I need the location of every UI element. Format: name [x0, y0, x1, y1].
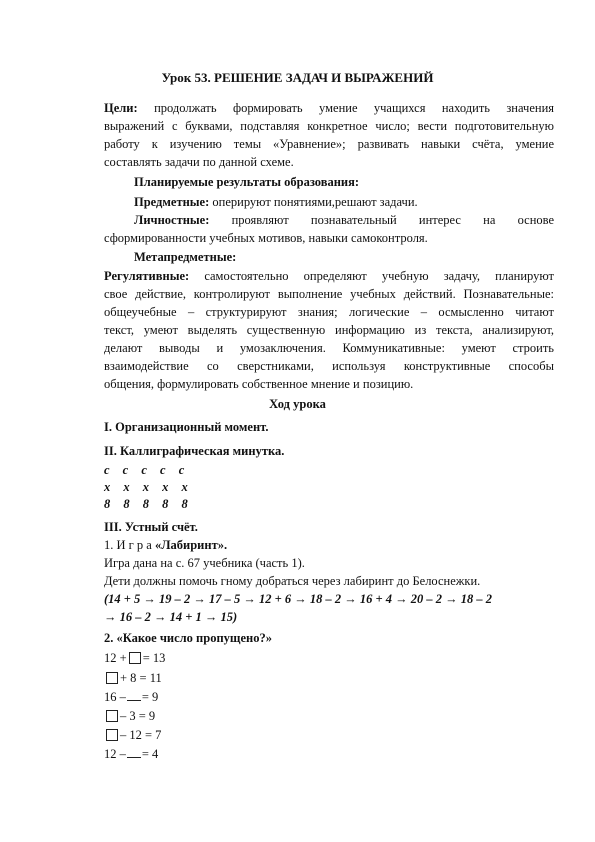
- equation-5-right: – 12 = 7: [120, 728, 162, 742]
- missing-box: [106, 672, 118, 684]
- equation-6: [104, 746, 158, 762]
- page-title: Урок 53. РЕШЕНИЕ ЗАДАЧ И ВЫРАЖЕНИЙ: [161, 70, 434, 85]
- missing-box: [106, 729, 118, 741]
- regulatory-line-4: текст, умеют выделять существенную информацию из текста, анализируют,: [104, 323, 554, 337]
- calligraphy-row-2: х х х х х: [104, 480, 193, 494]
- goals-line-4: составлять задачи по данной схеме.: [104, 155, 294, 169]
- regulatory-line-7: общения, формулировать собственное мнение и позицию.: [104, 377, 414, 391]
- game-text-1: Игра дана на с. 67 учебника (часть 1).: [104, 556, 305, 570]
- subject-text: оперируют понятиями,решают задачи.: [212, 195, 418, 209]
- game-chain-1: (14 + 5 → 19 – 2 → 17 – 5 → 12 + 6 → 18 – 2 → 16 + 4 → 20 – 2 → 18 – 2: [104, 592, 493, 606]
- equation-1-left: 12 +: [104, 651, 127, 665]
- goals-line-2: выражений с буквами, подставляя конкретное число; вести подготовительную: [104, 119, 554, 133]
- goals-line-3: работу к изучению темы «Уравнение»; развивать навыки счёта, умение: [104, 137, 554, 151]
- missing-box: [129, 652, 141, 664]
- equation-2-right: + 8 = 11: [120, 671, 162, 685]
- subject-results: [134, 194, 418, 210]
- equation-1: [104, 650, 165, 666]
- game-heading: [104, 537, 227, 553]
- planned-results-heading: Планируемые результаты образования:: [134, 175, 360, 189]
- missing-number-title: 2. «Какое число пропущено?»: [104, 631, 272, 645]
- regulatory-line-6: взаимодействие со сверстниками, используя конструктивные способы: [104, 359, 554, 373]
- game-text-2: Дети должны помочь гному добраться через лабиринт до Белоснежки.: [104, 574, 481, 588]
- personal-line-2: сформированности учебных мотивов, навыки самоконтроля.: [104, 231, 428, 245]
- calligraphy-row-1: с с с с с: [104, 463, 190, 477]
- regulatory-line-3: общеучебные – структурируют знания; логические – осмысленно читают: [104, 305, 554, 319]
- game-word: И г р а: [116, 538, 152, 552]
- missing-blank: [127, 747, 141, 758]
- personal-line-1: [134, 212, 554, 228]
- personal-label: Личностные:: [134, 213, 210, 227]
- equation-5: [104, 727, 161, 743]
- goals-line-1: [104, 100, 554, 116]
- equation-4: [104, 708, 155, 724]
- regulatory-line-2: свое действие, контролируют выполнение учебных действий. Познавательные:: [104, 287, 554, 301]
- lesson-flow-heading: Ход урока: [269, 397, 326, 411]
- metasubject-heading: Метапредметные:: [134, 250, 237, 264]
- regulatory-line-5: делают выводы и умозаключения. Коммуникативные: умеют строить: [104, 341, 554, 355]
- equation-3-left: 16: [104, 690, 117, 704]
- missing-box: [106, 710, 118, 722]
- equation-6-left: 12 –: [104, 747, 126, 761]
- regulatory-line-1: [104, 268, 554, 284]
- personal-text-1: проявляют познавательный интерес на основе: [231, 213, 555, 227]
- goals-text-1: продолжать формировать умение учащихся находить значения: [154, 101, 555, 115]
- equation-3-right: = 9: [141, 690, 159, 704]
- section-oral-counting: III. Устный счёт.: [104, 520, 198, 534]
- game-chain-2: → 16 – 2 → 14 + 1 → 15): [104, 610, 238, 624]
- equation-2: [104, 670, 162, 686]
- section-organizational: I. Организационный момент.: [104, 420, 269, 434]
- section-calligraphy: II. Каллиграфическая минутка.: [104, 444, 285, 458]
- subject-label: Предметные:: [134, 195, 210, 209]
- game-number: 1.: [104, 538, 114, 552]
- regulatory-label: Регулятивные:: [104, 269, 190, 283]
- equation-4-right: – 3 = 9: [120, 709, 156, 723]
- missing-blank: [127, 690, 141, 701]
- calligraphy-row-3: 8 8 8 8 8: [104, 497, 193, 511]
- goals-label: Цели:: [104, 101, 138, 115]
- regulatory-text-1: самостоятельно определяют учебную задачу, планируют: [204, 269, 554, 283]
- equation-6-right: = 4: [141, 747, 159, 761]
- equation-1-right: = 13: [142, 651, 166, 665]
- equation-3: 16 – = 9: [104, 690, 159, 704]
- game-name: «Лабиринт».: [154, 538, 228, 552]
